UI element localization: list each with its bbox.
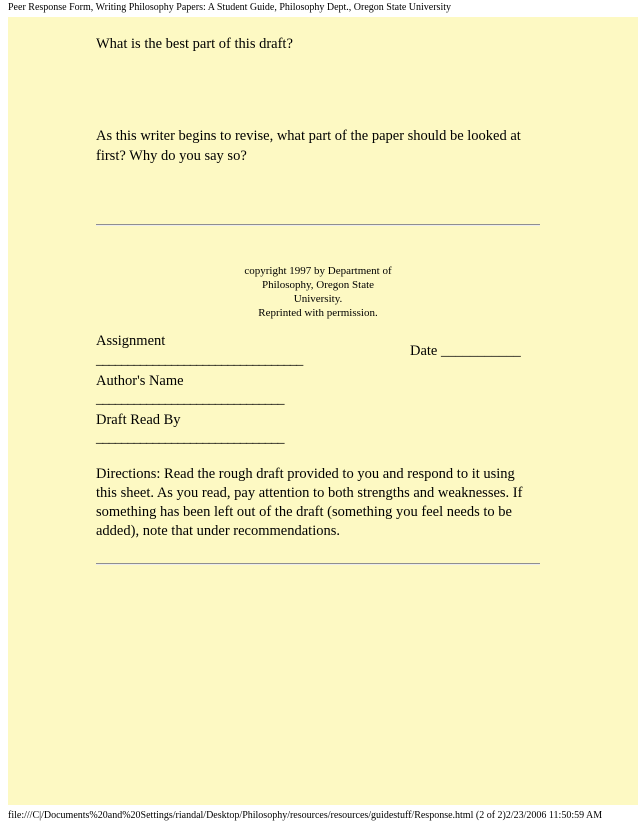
- assignment-field[interactable]: _________________________________: [96, 352, 303, 368]
- print-header: Peer Response Form, Writing Philosophy Papers: A Student Guide, Philosophy Dept., Oregon State University: [8, 2, 452, 13]
- copyright-line: copyright 1997 by Department of: [244, 265, 392, 277]
- date-label: Date: [410, 343, 438, 359]
- date-field[interactable]: [410, 342, 521, 360]
- horizontal-rule: [96, 224, 540, 226]
- directions-text: Directions: Read the rough draft provided to you and respond to it using this sheet. As you read, pay attention to both strengths and weaknesses. If something has been left out of the draft (something you feel needs to be added), note that under recommendations.: [96, 466, 523, 539]
- copyright-line: University.: [293, 293, 343, 305]
- draft-read-by-field[interactable]: ______________________________: [96, 430, 284, 446]
- horizontal-rule: [96, 563, 540, 565]
- draft-read-by-label: Draft Read By: [96, 412, 181, 428]
- author-name-field[interactable]: ______________________________: [96, 391, 284, 407]
- copyright-line: Reprinted with permission.: [258, 307, 378, 319]
- copyright-notice: [218, 264, 418, 320]
- copyright-line: Philosophy, Oregon State: [261, 279, 375, 291]
- author-name-label: Author's Name: [96, 373, 184, 389]
- document-page: [8, 17, 638, 805]
- question-best-part: What is the best part of this draft?: [96, 36, 293, 52]
- question-revise-first: As this writer begins to revise, what part of the paper should be looked at first? Why do you say so?: [96, 128, 521, 164]
- assignment-label: Assignment: [96, 333, 166, 349]
- date-blank[interactable]: ___________: [441, 343, 521, 359]
- print-footer: file:///C|/Documents%20and%20Settings/riandal/Desktop/Philosophy/resources/resources/guidestuff/Response.html (2 of 2)2/23/2006 11:50:59 AM: [8, 810, 603, 821]
